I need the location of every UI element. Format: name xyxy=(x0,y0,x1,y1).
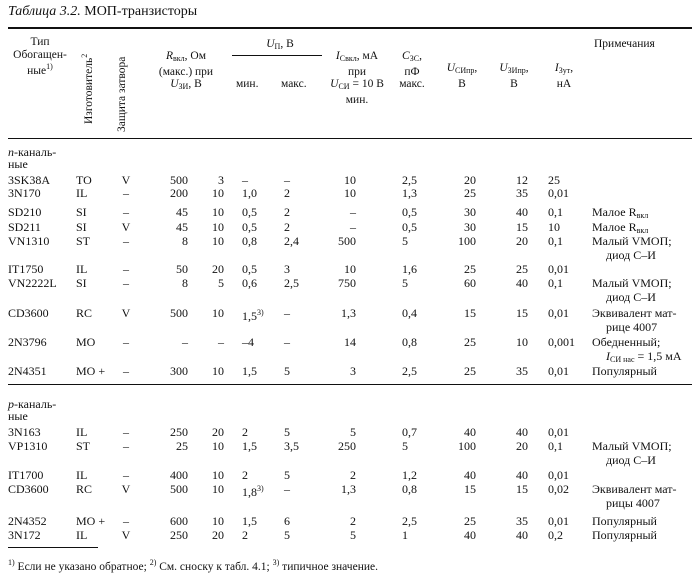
cell-gate: V xyxy=(121,482,131,496)
header-up-underline xyxy=(232,55,322,56)
cell-gate: V xyxy=(121,528,131,542)
cell-maker: MO + xyxy=(76,514,106,528)
cell-ugs: 10 xyxy=(212,205,224,219)
cell-usi: 40 xyxy=(464,425,476,439)
section-n-channel: n-каналь- ные xyxy=(8,145,57,171)
cell-maker: IL xyxy=(76,262,88,276)
cell-ron: 45 xyxy=(176,205,188,219)
cell-note-cont: $I_{СИ нас} = 1,5$ мА xyxy=(606,349,682,364)
cell-gate: V xyxy=(121,220,131,234)
cell-ugs: 3 xyxy=(218,173,224,187)
cell-note: Популярный xyxy=(592,528,657,542)
cell-note: Эквивалент мат- xyxy=(592,306,677,320)
caption-title: МОП-транзисторы xyxy=(84,4,198,19)
cell-ugs: 10 xyxy=(212,220,224,234)
cell-uzi: 40 xyxy=(516,205,528,219)
cell-umax: 2,5 xyxy=(284,276,299,290)
cell-umax: 3 xyxy=(284,262,290,276)
cell-c: 1,6 xyxy=(402,262,417,276)
cell-note: Эквивалент мат- xyxy=(592,482,677,496)
cell-umin: 2 xyxy=(242,528,248,542)
table-caption xyxy=(8,4,197,20)
top-rule xyxy=(8,27,692,29)
cell-ic: 5 xyxy=(350,425,356,439)
table-row xyxy=(0,234,700,262)
cell-maker: SI xyxy=(76,276,87,290)
cell-usi: 25 xyxy=(464,364,476,378)
cell-umin: 1,5$^{3)}$ xyxy=(242,308,264,323)
cell-umax: 5 xyxy=(284,364,290,378)
cell-usi: 20 xyxy=(464,173,476,187)
cell-c: 0,7 xyxy=(402,425,417,439)
cell-iz: 0,01 xyxy=(548,425,569,439)
cell-note: Популярный xyxy=(592,514,657,528)
cell-c: 1,3 xyxy=(402,186,417,200)
cell-umin: 1,5 xyxy=(242,514,257,528)
cell-ron: 200 xyxy=(170,186,188,200)
cell-ron: 50 xyxy=(176,262,188,276)
footnote: $^{1)}$ Если не указано обратное; $^{2)}$ См. сноску к табл. 4.1; $^{3)}$ типичное значение. xyxy=(8,558,378,573)
cell-c: 2,5 xyxy=(402,514,417,528)
header-gate-protection: Защита затвора xyxy=(116,56,128,132)
cell-iz: 0,01 xyxy=(548,468,569,482)
cell-type: VP1310 xyxy=(8,439,48,453)
cell-umin: 2 xyxy=(242,425,248,439)
cell-c: 1,2 xyxy=(402,468,417,482)
cell-c: 0,8 xyxy=(402,482,417,496)
cell-umax: 5 xyxy=(284,528,290,542)
cell-ron: 300 xyxy=(170,364,188,378)
cell-c: 5 xyxy=(402,439,408,453)
cell-type: 2N3796 xyxy=(8,335,47,349)
cell-c: 0,4 xyxy=(402,306,417,320)
cell-ic: 250 xyxy=(338,439,356,453)
cell-c: 0,5 xyxy=(402,205,417,219)
cell-ron: 45 xyxy=(176,220,188,234)
header-notes: Примечания xyxy=(594,38,655,50)
cell-maker: MO xyxy=(76,335,96,349)
cell-usi: 30 xyxy=(464,220,476,234)
cell-type: IT1700 xyxy=(8,468,44,482)
cell-ugs: 10 xyxy=(212,439,224,453)
header-up-min: мин. xyxy=(236,78,259,90)
cell-umax: – xyxy=(284,335,290,349)
cell-umin: 1,5 xyxy=(242,439,257,453)
table-row xyxy=(0,186,700,200)
cell-uzi: 12 xyxy=(516,173,528,187)
cell-ic: – xyxy=(350,205,356,219)
cell-note: Малый VMОП; xyxy=(592,234,672,248)
cell-gate: V xyxy=(121,173,131,187)
cell-gate: – xyxy=(123,425,129,439)
cell-umin: 1,0 xyxy=(242,186,257,200)
cell-gate: – xyxy=(123,262,129,276)
cell-iz: 0,1 xyxy=(548,276,563,290)
cell-ic: 14 xyxy=(344,335,356,349)
table-row xyxy=(0,468,700,482)
cell-uzi: 40 xyxy=(516,468,528,482)
cell-umin: – xyxy=(242,173,248,187)
cell-c: 5 xyxy=(402,276,408,290)
cell-iz: 0,1 xyxy=(548,234,563,248)
cell-uzi: 35 xyxy=(516,186,528,200)
header-usi: $U_{СИпр}$, В xyxy=(446,62,478,90)
cell-ugs: 20 xyxy=(212,425,224,439)
cell-ron: – xyxy=(182,335,188,349)
cell-usi: 15 xyxy=(464,482,476,496)
cell-iz: 10 xyxy=(548,220,560,234)
cell-ron: 500 xyxy=(170,306,188,320)
cell-type: 2N4352 xyxy=(8,514,47,528)
cell-ron: 8 xyxy=(182,276,188,290)
cell-gate: – xyxy=(123,186,129,200)
cell-ugs: – xyxy=(218,335,224,349)
cell-type: VN1310 xyxy=(8,234,50,248)
cell-umax: 5 xyxy=(284,468,290,482)
cell-umax: 2 xyxy=(284,220,290,234)
cell-c: 1 xyxy=(402,528,408,542)
header-type: Тип Обогащен- ные$^{1)}$ xyxy=(13,36,67,77)
cell-ugs: 5 xyxy=(218,276,224,290)
header-uzi: $U_{ЗИпр}$, В xyxy=(499,62,529,90)
cell-umin: 0,5 xyxy=(242,205,257,219)
cell-gate: V xyxy=(121,306,131,320)
cell-iz: 0,2 xyxy=(548,528,563,542)
section-p-channel: p-каналь- ные xyxy=(8,397,57,423)
cell-iz: 0,1 xyxy=(548,205,563,219)
section-divider xyxy=(8,384,692,385)
cell-maker: SI xyxy=(76,220,87,234)
cell-note-cont: диод С–И xyxy=(606,290,656,304)
cell-umax: – xyxy=(284,306,290,320)
table-row xyxy=(0,439,700,467)
cell-ugs: 10 xyxy=(212,468,224,482)
cell-ic: 750 xyxy=(338,276,356,290)
cell-iz: 0,001 xyxy=(548,335,575,349)
table-row xyxy=(0,306,700,334)
cell-uzi: 40 xyxy=(516,528,528,542)
cell-umin: 1,8$^{3)}$ xyxy=(242,484,264,499)
cell-ron: 250 xyxy=(170,425,188,439)
cell-usi: 25 xyxy=(464,335,476,349)
cell-usi: 60 xyxy=(464,276,476,290)
cell-usi: 25 xyxy=(464,262,476,276)
cell-c: 5 xyxy=(402,234,408,248)
cell-uzi: 10 xyxy=(516,335,528,349)
cell-gate: – xyxy=(123,468,129,482)
cell-maker: SI xyxy=(76,205,87,219)
cell-iz: 0,01 xyxy=(548,186,569,200)
cell-c: 2,5 xyxy=(402,173,417,187)
cell-iz: 0,01 xyxy=(548,306,569,320)
cell-iz: 0,01 xyxy=(548,364,569,378)
cell-uzi: 20 xyxy=(516,439,528,453)
cell-ron: 400 xyxy=(170,468,188,482)
cell-ic: 10 xyxy=(344,262,356,276)
cell-gate: – xyxy=(123,514,129,528)
cell-umax: 2 xyxy=(284,205,290,219)
cell-note: Популярный xyxy=(592,364,657,378)
cell-umin: 1,5 xyxy=(242,364,257,378)
header-up-max: макс. xyxy=(281,78,307,90)
cell-umax: 3,5 xyxy=(284,439,299,453)
cell-note: Малый VMОП; xyxy=(592,276,672,290)
cell-c: 0,5 xyxy=(402,220,417,234)
cell-ugs: 10 xyxy=(212,234,224,248)
cell-maker: ST xyxy=(76,234,91,248)
table-row xyxy=(0,482,700,510)
cell-ugs: 10 xyxy=(212,364,224,378)
cell-maker: IL xyxy=(76,528,88,542)
header-ron: $R_{вкл}$, Ом (макс.) при $U_{ЗИ}$, В xyxy=(158,50,214,91)
cell-c: 0,8 xyxy=(402,335,417,349)
cell-umax: 2 xyxy=(284,186,290,200)
cell-uzi: 35 xyxy=(516,364,528,378)
cell-ic: 10 xyxy=(344,186,356,200)
table-row xyxy=(0,262,700,276)
cell-umin: 0,5 xyxy=(242,262,257,276)
cell-umax: 5 xyxy=(284,425,290,439)
cell-type: 3N172 xyxy=(8,528,41,542)
cell-usi: 40 xyxy=(464,528,476,542)
cell-type: IT1750 xyxy=(8,262,44,276)
header-maker: Изготовитель$^2$ xyxy=(80,53,95,124)
cell-note: Обедненный; xyxy=(592,335,661,349)
cell-ugs: 20 xyxy=(212,528,224,542)
cell-note: Малое $R_{вкл}$ xyxy=(592,220,649,235)
cell-type: 3N163 xyxy=(8,425,41,439)
cell-ugs: 10 xyxy=(212,306,224,320)
cell-type: CD3600 xyxy=(8,482,49,496)
cell-umin: 0,6 xyxy=(242,276,257,290)
cell-c: 2,5 xyxy=(402,364,417,378)
cell-umax: 6 xyxy=(284,514,290,528)
table-row xyxy=(0,528,700,542)
cell-usi: 100 xyxy=(458,234,476,248)
cell-note-cont: диод С–И xyxy=(606,453,656,467)
cell-ron: 600 xyxy=(170,514,188,528)
cell-uzi: 25 xyxy=(516,262,528,276)
cell-type: 3SK38A xyxy=(8,173,51,187)
footnote-rule xyxy=(8,547,98,548)
cell-usi: 40 xyxy=(464,468,476,482)
cell-gate: – xyxy=(123,335,129,349)
cell-ic: 2 xyxy=(350,468,356,482)
cell-maker: IL xyxy=(76,186,88,200)
cell-maker: RC xyxy=(76,482,93,496)
cell-uzi: 35 xyxy=(516,514,528,528)
cell-usi: 100 xyxy=(458,439,476,453)
cell-note-cont: диод С–И xyxy=(606,248,656,262)
cell-gate: – xyxy=(123,234,129,248)
cell-maker: IL xyxy=(76,425,88,439)
cell-ic: – xyxy=(350,220,356,234)
cell-type: VN2222L xyxy=(8,276,57,290)
cell-ron: 250 xyxy=(170,528,188,542)
cell-type: SD210 xyxy=(8,205,42,219)
cell-iz: 0,01 xyxy=(548,262,569,276)
cell-gate: – xyxy=(123,364,129,378)
cell-ic: 1,3 xyxy=(341,482,356,496)
cell-uzi: 40 xyxy=(516,425,528,439)
cell-ron: 500 xyxy=(170,482,188,496)
header-capacitance: $С_{ЗС}$, пФ макс. xyxy=(399,50,425,90)
header-up: $U_П$, В xyxy=(266,38,294,51)
cell-note: Малый VMОП; xyxy=(592,439,672,453)
cell-ugs: 10 xyxy=(212,514,224,528)
cell-iz: 25 xyxy=(548,173,560,187)
cell-maker: RC xyxy=(76,306,93,320)
cell-iz: 0,01 xyxy=(548,514,569,528)
cell-type: CD3600 xyxy=(8,306,49,320)
cell-ron: 25 xyxy=(176,439,188,453)
header-iz: $I_{Зут}$, нА xyxy=(554,62,574,90)
table-row xyxy=(0,276,700,304)
cell-maker: IL xyxy=(76,468,88,482)
cell-uzi: 40 xyxy=(516,276,528,290)
header-bottom-rule xyxy=(8,138,692,139)
cell-ron: 8 xyxy=(182,234,188,248)
table-row xyxy=(0,335,700,364)
cell-ron: 500 xyxy=(170,173,188,187)
cell-ugs: 20 xyxy=(212,262,224,276)
table-row xyxy=(0,364,700,378)
cell-ugs: 10 xyxy=(212,482,224,496)
cell-gate: – xyxy=(123,276,129,290)
cell-maker: TO xyxy=(76,173,92,187)
cell-usi: 25 xyxy=(464,514,476,528)
cell-ic: 5 xyxy=(350,528,356,542)
cell-uzi: 15 xyxy=(516,220,528,234)
cell-usi: 25 xyxy=(464,186,476,200)
cell-ic: 10 xyxy=(344,173,356,187)
cell-type: 2N4351 xyxy=(8,364,47,378)
caption-number: Таблица 3.2. xyxy=(8,4,81,19)
cell-umin: 0,5 xyxy=(242,220,257,234)
cell-usi: 15 xyxy=(464,306,476,320)
table-row xyxy=(0,205,700,219)
cell-uzi: 15 xyxy=(516,306,528,320)
cell-ic: 3 xyxy=(350,364,356,378)
cell-iz: 0,1 xyxy=(548,439,563,453)
cell-umax: – xyxy=(284,482,290,496)
cell-ic: 2 xyxy=(350,514,356,528)
cell-type: SD211 xyxy=(8,220,41,234)
cell-note-cont: рицы 4007 xyxy=(606,496,660,510)
cell-maker: MO + xyxy=(76,364,106,378)
cell-umax: 2,4 xyxy=(284,234,299,248)
cell-iz: 0,02 xyxy=(548,482,569,496)
cell-note: Малое $R_{вкл}$ xyxy=(592,205,649,220)
cell-ugs: 10 xyxy=(212,186,224,200)
cell-ic: 1,3 xyxy=(341,306,356,320)
table-row xyxy=(0,514,700,528)
cell-gate: – xyxy=(123,205,129,219)
cell-gate: – xyxy=(123,439,129,453)
table-row xyxy=(0,425,700,439)
cell-uzi: 20 xyxy=(516,234,528,248)
header-ic: $I_{Свкл}$, мА при $U_{СИ} = 10$ В мин. xyxy=(330,50,384,106)
cell-note-cont: рице 4007 xyxy=(606,320,658,334)
cell-ic: 500 xyxy=(338,234,356,248)
table-row xyxy=(0,173,700,187)
table-row xyxy=(0,220,700,234)
cell-umin: 0,8 xyxy=(242,234,257,248)
cell-umin: –4 xyxy=(242,335,254,349)
cell-umin: 2 xyxy=(242,468,248,482)
cell-umax: – xyxy=(284,173,290,187)
cell-uzi: 15 xyxy=(516,482,528,496)
cell-type: 3N170 xyxy=(8,186,41,200)
cell-usi: 30 xyxy=(464,205,476,219)
cell-maker: ST xyxy=(76,439,91,453)
